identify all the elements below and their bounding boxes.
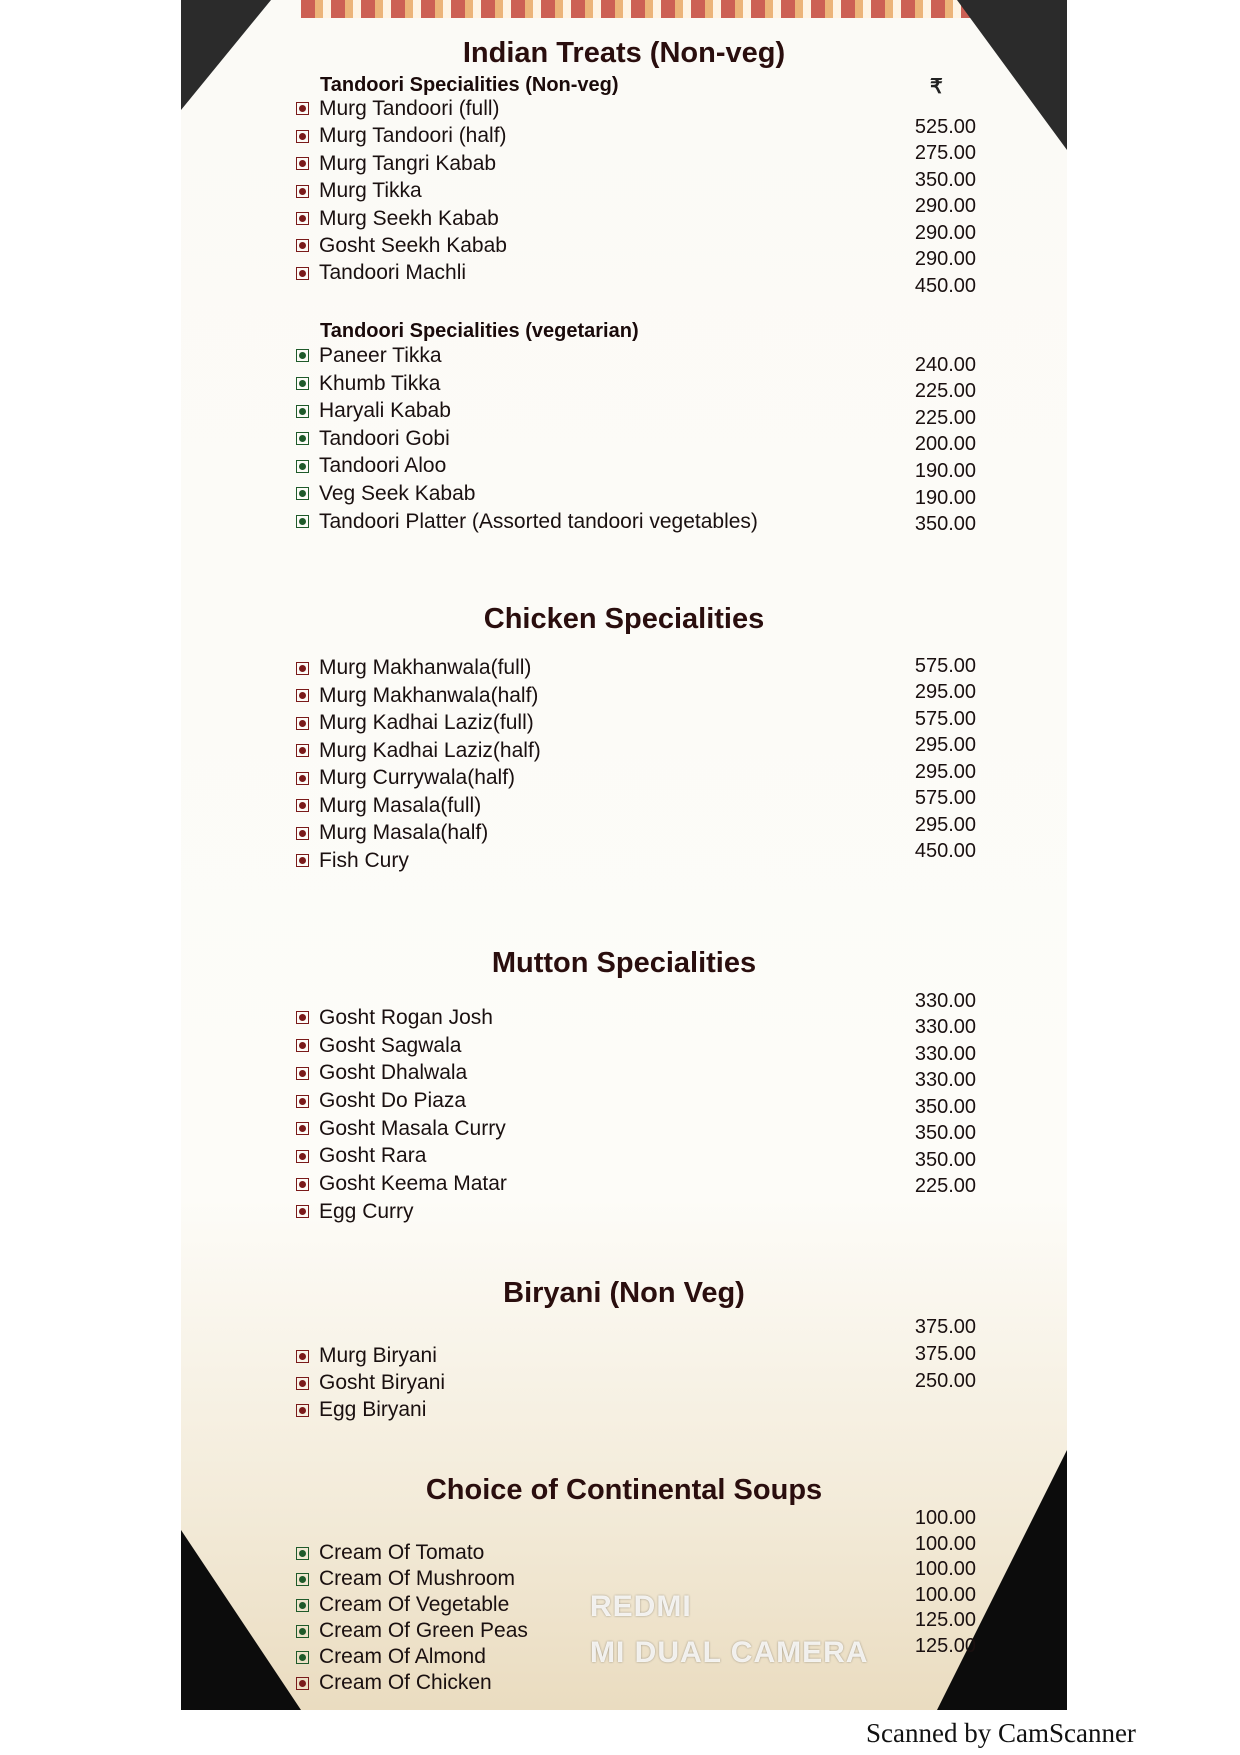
nonveg-symbol-icon: [296, 799, 309, 812]
menu-item-price: 450.00: [914, 274, 976, 297]
menu-item-name: Murg Masala(full): [319, 793, 482, 817]
menu-item-name: Murg Kadhai Laziz(half): [319, 738, 541, 762]
menu-item-price: 200.00: [914, 433, 976, 456]
menu-item: [296, 1032, 507, 1060]
section-title-biryani: Biryani (Non Veg): [503, 1277, 745, 1309]
menu-item-name: Tandoori Aloo: [319, 454, 447, 478]
menu-item: [296, 709, 541, 737]
menu-item-name: Murg Tandoori (half): [319, 124, 507, 148]
photo-corner: [181, 1530, 301, 1710]
menu-item: [296, 1060, 507, 1088]
nonveg-symbol-icon: [296, 662, 309, 675]
menu-item: [296, 1143, 507, 1171]
menu-item: [296, 370, 758, 398]
menu-item-price: 330.00: [914, 989, 976, 1012]
menu-item: [296, 508, 758, 536]
veg-symbol-icon: [296, 432, 309, 445]
menu-item-name: Cream Of Mushroom: [319, 1567, 516, 1590]
menu-item-name: Gosht Biryani: [319, 1371, 446, 1394]
veg-symbol-icon: [296, 349, 309, 362]
veg-symbol-icon: [296, 487, 309, 500]
veg-symbol-icon: [296, 1547, 309, 1560]
menu-item-name: Murg Seekh Kabab: [319, 206, 499, 230]
menu-item-price: 350.00: [914, 1148, 976, 1171]
menu-item-price: 225.00: [914, 380, 976, 403]
menu-item-name: Cream Of Chicken: [319, 1671, 492, 1694]
price-list-soups: [880, 1506, 976, 1659]
menu-item-name: Gosht Sagwala: [319, 1033, 462, 1057]
menu-item: [296, 1670, 528, 1696]
veg-symbol-icon: [296, 460, 309, 473]
nonveg-symbol-icon: [296, 1122, 309, 1135]
menu-item-name: Gosht Dhalwala: [319, 1061, 468, 1085]
menu-item: [296, 453, 758, 481]
menu-item: [296, 1397, 445, 1424]
menu-items-chicken: [296, 654, 541, 874]
nonveg-symbol-icon: [296, 827, 309, 840]
menu-item-price: 350.00: [914, 168, 976, 191]
menu-item-price: 225.00: [914, 1175, 976, 1198]
nonveg-symbol-icon: [296, 1350, 309, 1363]
menu-item: [296, 792, 541, 820]
menu-item: [296, 1618, 528, 1644]
menu-item-price: 375.00: [914, 1315, 976, 1338]
nonveg-symbol-icon: [296, 717, 309, 730]
price-list-biryani: [880, 1314, 976, 1395]
decorative-border: [301, 0, 1001, 18]
menu-item: [296, 342, 758, 370]
menu-item-price: 100.00: [914, 1532, 976, 1555]
menu-item-name: Fish Cury: [319, 848, 409, 872]
section-subtitle-indian-treats: Tandoori Specialities (Non-veg): [320, 74, 619, 96]
nonveg-symbol-icon: [296, 1095, 309, 1108]
section-title-chicken: Chicken Specialities: [483, 603, 765, 635]
menu-item-name: Gosht Rara: [319, 1144, 427, 1168]
menu-item-name: Egg Biryani: [319, 1398, 427, 1421]
menu-item-name: Paneer Tikka: [319, 343, 442, 367]
menu-item-price: 275.00: [914, 142, 976, 165]
menu-items-biryani: [296, 1343, 445, 1424]
veg-symbol-icon: [296, 1599, 309, 1612]
nonveg-symbol-icon: [296, 772, 309, 785]
nonveg-symbol-icon: [296, 1178, 309, 1191]
menu-item: [296, 150, 507, 177]
watermark-line1: REDMI: [590, 1590, 692, 1623]
menu-item-name: Murg Makhanwala(full): [319, 656, 532, 679]
menu-item: [296, 1115, 507, 1143]
menu-item-price: 100.00: [914, 1507, 976, 1530]
menu-item: [296, 819, 541, 847]
currency-symbol: ₹: [930, 76, 943, 98]
menu-item: [296, 847, 541, 875]
menu-item: [296, 654, 541, 682]
menu-item-price: 525.00: [914, 115, 976, 138]
menu-item-name: Gosht Keema Matar: [319, 1172, 507, 1196]
nonveg-symbol-icon: [296, 102, 309, 115]
menu-item-price: 100.00: [914, 1558, 976, 1581]
nonveg-symbol-icon: [296, 1011, 309, 1024]
menu-item: [296, 95, 507, 122]
nonveg-symbol-icon: [296, 1150, 309, 1163]
menu-item-price: 350.00: [914, 1095, 976, 1118]
menu-item: [296, 260, 507, 287]
menu-item-price: 290.00: [914, 248, 976, 271]
nonveg-symbol-icon: [296, 1039, 309, 1052]
veg-symbol-icon: [296, 405, 309, 418]
menu-item-price: 295.00: [914, 681, 976, 704]
menu-item-name: Murg Biryani: [319, 1344, 437, 1367]
menu-item-name: Egg Curry: [319, 1199, 414, 1223]
menu-item: [296, 123, 507, 150]
menu-item: [296, 1004, 507, 1032]
veg-symbol-icon: [296, 1625, 309, 1638]
nonveg-symbol-icon: [296, 185, 309, 198]
menu-items-tandoori-veg: [296, 342, 758, 535]
nonveg-symbol-icon: [296, 212, 309, 225]
menu-item-price: 190.00: [914, 486, 976, 509]
menu-item-price: 575.00: [914, 707, 976, 730]
section-title-indian-treats: Indian Treats (Non-veg): [462, 37, 786, 69]
nonveg-symbol-icon: [296, 1067, 309, 1080]
price-list-indian-treats: [880, 114, 976, 300]
menu-item-price: 125.00: [914, 1609, 976, 1632]
menu-item: [296, 764, 541, 792]
menu-item-price: 450.00: [914, 840, 976, 863]
menu-item-name: Murg Currywala(half): [319, 766, 516, 789]
menu-item-name: Tandoori Gobi: [319, 426, 450, 450]
nonveg-symbol-icon: [296, 130, 309, 143]
price-list-chicken: [880, 653, 976, 865]
menu-item: [296, 682, 541, 710]
menu-item-name: Murg Tikka: [319, 179, 422, 203]
menu-item-price: 350.00: [914, 513, 976, 536]
menu-item-price: 125.00: [914, 1634, 976, 1657]
menu-item-name: Gosht Rogan Josh: [319, 1005, 493, 1029]
veg-symbol-icon: [296, 1573, 309, 1586]
menu-item-price: 190.00: [914, 460, 976, 483]
menu-item-price: 330.00: [914, 1069, 976, 1092]
menu-item: [296, 425, 758, 453]
menu-item-price: 375.00: [914, 1342, 976, 1365]
nonveg-symbol-icon: [296, 239, 309, 252]
menu-item-name: Tandoori Machli: [319, 261, 467, 285]
watermark-line2: MI DUAL CAMERA: [590, 1636, 869, 1669]
nonveg-symbol-icon: [296, 267, 309, 280]
menu-item-price: 575.00: [914, 654, 976, 677]
menu-item-price: 350.00: [914, 1122, 976, 1145]
section-title-soups: Choice of Continental Soups: [425, 1474, 823, 1506]
menu-item-name: Veg Seek Kabab: [319, 481, 476, 505]
menu-item-price: 330.00: [914, 1016, 976, 1039]
menu-item-name: Gosht Seekh Kabab: [319, 233, 507, 257]
menu-item-price: 330.00: [914, 1042, 976, 1065]
menu-items-indian-treats: [296, 95, 507, 287]
menu-items-soups: [296, 1540, 528, 1696]
price-list-tandoori-veg: [880, 352, 976, 538]
menu-item-price: 290.00: [914, 221, 976, 244]
veg-symbol-icon: [296, 377, 309, 390]
menu-item-price: 295.00: [914, 734, 976, 757]
menu-item-price: 225.00: [914, 406, 976, 429]
menu-item-price: 295.00: [914, 813, 976, 836]
scanner-footer: Scanned by CamScanner: [866, 1718, 1136, 1748]
veg-symbol-icon: [296, 515, 309, 528]
price-list-mutton: [880, 988, 976, 1200]
menu-item-name: Murg Makhanwala(half): [319, 683, 539, 707]
menu-item-name: Khumb Tikka: [319, 371, 441, 395]
menu-item-name: Gosht Masala Curry: [319, 1116, 506, 1140]
menu-item-name: Cream Of Vegetable: [319, 1593, 510, 1616]
nonveg-symbol-icon: [296, 689, 309, 702]
menu-item-price: 295.00: [914, 760, 976, 783]
veg-symbol-icon: [296, 1651, 309, 1664]
menu-item: [296, 480, 758, 508]
menu-item: [296, 1198, 507, 1226]
menu-item: [296, 232, 507, 259]
menu-item-name: Gosht Do Piaza: [319, 1089, 467, 1113]
menu-item-price: 100.00: [914, 1583, 976, 1606]
menu-item: [296, 1170, 507, 1198]
menu-item-name: Haryali Kabab: [319, 399, 451, 423]
menu-item: [296, 1540, 528, 1566]
menu-item-price: 290.00: [914, 195, 976, 218]
nonveg-symbol-icon: [296, 157, 309, 170]
menu-item: [296, 737, 541, 765]
menu-item-name: Cream Of Tomato: [319, 1541, 485, 1564]
menu-item: [296, 1343, 445, 1370]
menu-item-price: 250.00: [914, 1369, 976, 1392]
menu-item: [296, 397, 758, 425]
menu-item: [296, 1370, 445, 1397]
menu-item-name: Murg Tandoori (full): [319, 96, 500, 120]
nonveg-symbol-icon: [296, 744, 309, 757]
menu-item-name: Tandoori Platter (Assorted tandoori vegetables): [319, 509, 758, 533]
menu-item: [296, 1087, 507, 1115]
menu-items-mutton: [296, 1004, 507, 1226]
menu-item-name: Murg Kadhai Laziz(full): [319, 711, 534, 734]
section-subtitle-tandoori-veg: Tandoori Specialities (vegetarian): [320, 320, 639, 342]
menu-item-price: 240.00: [914, 353, 976, 376]
nonveg-symbol-icon: [296, 1377, 309, 1390]
menu-item: [296, 1592, 528, 1618]
menu-item-price: 575.00: [914, 787, 976, 810]
nonveg-symbol-icon: [296, 854, 309, 867]
menu-item-name: Cream Of Almond: [319, 1645, 486, 1668]
menu-item-name: Murg Masala(half): [319, 821, 489, 844]
menu-item: [296, 1566, 528, 1592]
nonveg-symbol-icon: [296, 1205, 309, 1218]
menu-item: [296, 1644, 528, 1670]
section-title-mutton: Mutton Specialities: [491, 947, 757, 979]
menu-item: [296, 205, 507, 232]
nonveg-symbol-icon: [296, 1677, 309, 1690]
menu-item: [296, 177, 507, 204]
menu-item-name: Cream Of Green Peas: [319, 1619, 528, 1642]
menu-item-name: Murg Tangri Kabab: [319, 151, 497, 175]
nonveg-symbol-icon: [296, 1404, 309, 1417]
